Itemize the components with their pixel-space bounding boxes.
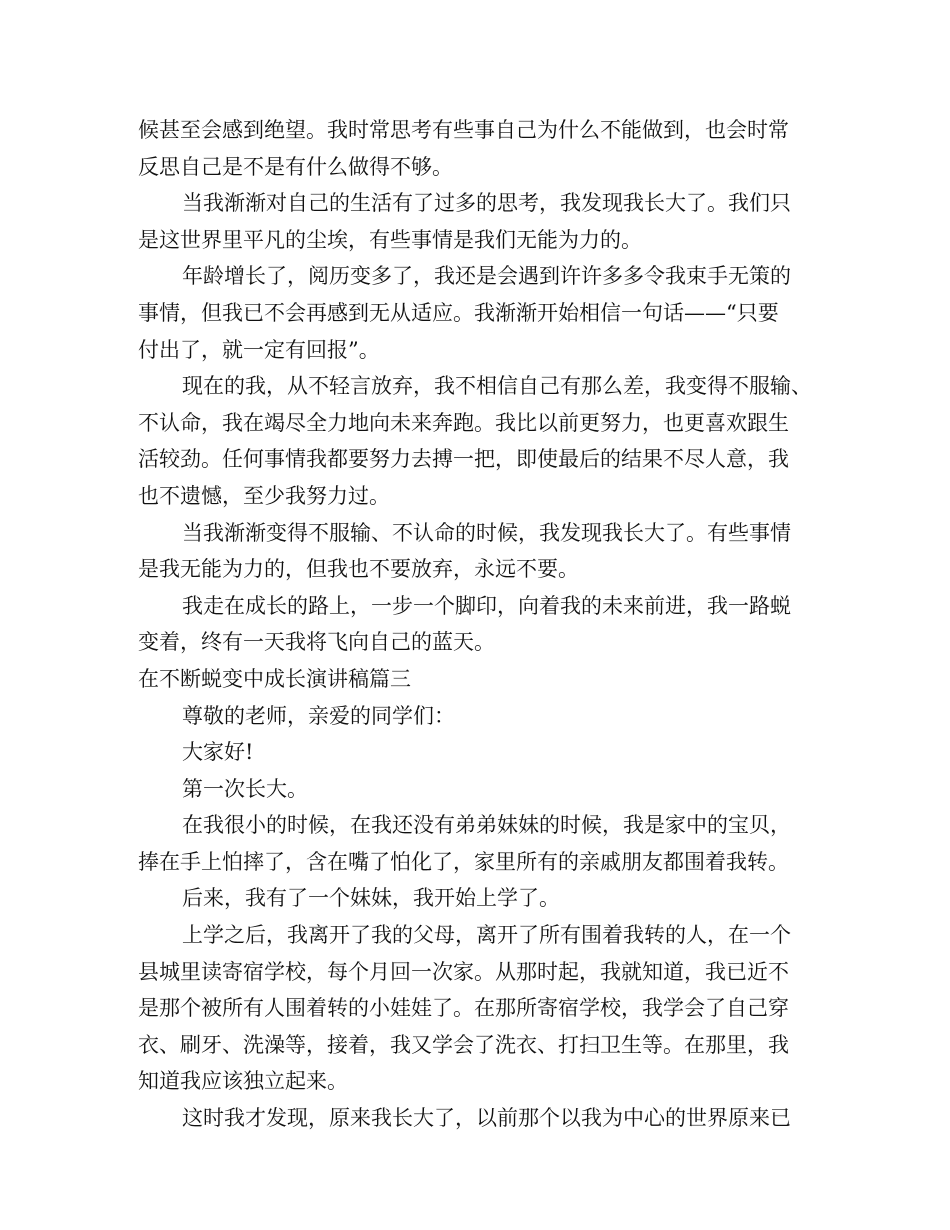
subheading-line: 第一次长大。 xyxy=(182,776,308,801)
text-line: 反思自己是不是有什么做得不够。 xyxy=(138,154,453,179)
paragraph-start-line: 这时我才发现，原来我长大了，以前那个以我为中心的世界原来已 xyxy=(182,1106,791,1131)
text-line: 活较劲。任何事情我都要努力去搏一把，即使最后的结果不尽人意，我 xyxy=(138,447,789,472)
paragraph-start-line: 上学之后，我离开了我的父母，离开了所有围着我转的人，在一个 xyxy=(182,923,791,948)
text-line: 捧在手上怕摔了，含在嘴了怕化了，家里所有的亲戚朋友都围着我转。 xyxy=(138,849,789,874)
section-title: 在不断蜕变中成长演讲稿篇三 xyxy=(138,666,411,691)
salutation-line: 尊敬的老师，亲爱的同学们： xyxy=(182,703,455,728)
paragraph-start-line: 现在的我，从不轻言放弃，我不相信自己有那么差，我变得不服输、 xyxy=(182,374,812,399)
text-line: 候甚至会感到绝望。我时常思考有些事自己为什么不能做到，也会时常 xyxy=(138,118,789,142)
document-body xyxy=(138,112,818,1137)
text-line: 事情，但我已不会再感到无从适应。我渐渐开始相信一句话——“只要 xyxy=(138,300,779,325)
paragraph-start-line: 后来，我有了一个妹妹，我开始上学了。 xyxy=(182,886,560,911)
text-line: 不认命，我在竭尽全力地向未来奔跑。我比以前更努力，也更喜欢跟生 xyxy=(138,410,789,435)
text-line: 是我无能为力的，但我也不要放弃，永远不要。 xyxy=(138,557,579,582)
text-line: 付出了，就一定有回报”。 xyxy=(138,337,380,362)
greeting-line: 大家好! xyxy=(182,740,254,765)
text-line: 是那个被所有人围着转的小娃娃了。在那所寄宿学校，我学会了自己穿 xyxy=(138,996,789,1021)
text-line: 也不遗憾，至少我努力过。 xyxy=(138,483,390,508)
paragraph-start-line: 当我渐渐对自己的生活有了过多的思考，我发现我长大了。我们只 xyxy=(182,191,791,216)
text-line: 县城里读寄宿学校，每个月回一次家。从那时起，我就知道，我已近不 xyxy=(138,959,789,984)
text-line: 是这世界里平凡的尘埃，有些事情是我们无能为力的。 xyxy=(138,227,642,252)
text-line: 衣、刷牙、洗澡等，接着，我又学会了洗衣、打扫卫生等。在那里，我 xyxy=(138,1032,789,1057)
paragraph-start-line: 当我渐渐变得不服输、不认命的时候，我发现我长大了。有些事情 xyxy=(182,520,791,545)
paragraph-start-line: 我走在成长的路上，一步一个脚印，向着我的未来前进，我一路蜕 xyxy=(182,593,791,618)
paragraph-start-line: 年龄增长了，阅历变多了，我还是会遇到许许多多令我束手无策的 xyxy=(182,264,791,289)
paragraph-start-line: 在我很小的时候，在我还没有弟弟妹妹的时候，我是家中的宝贝， xyxy=(182,813,791,838)
text-line: 变着，终有一天我将飞向自己的蓝天。 xyxy=(138,630,495,655)
text-line: 知道我应该独立起来。 xyxy=(138,1069,348,1094)
